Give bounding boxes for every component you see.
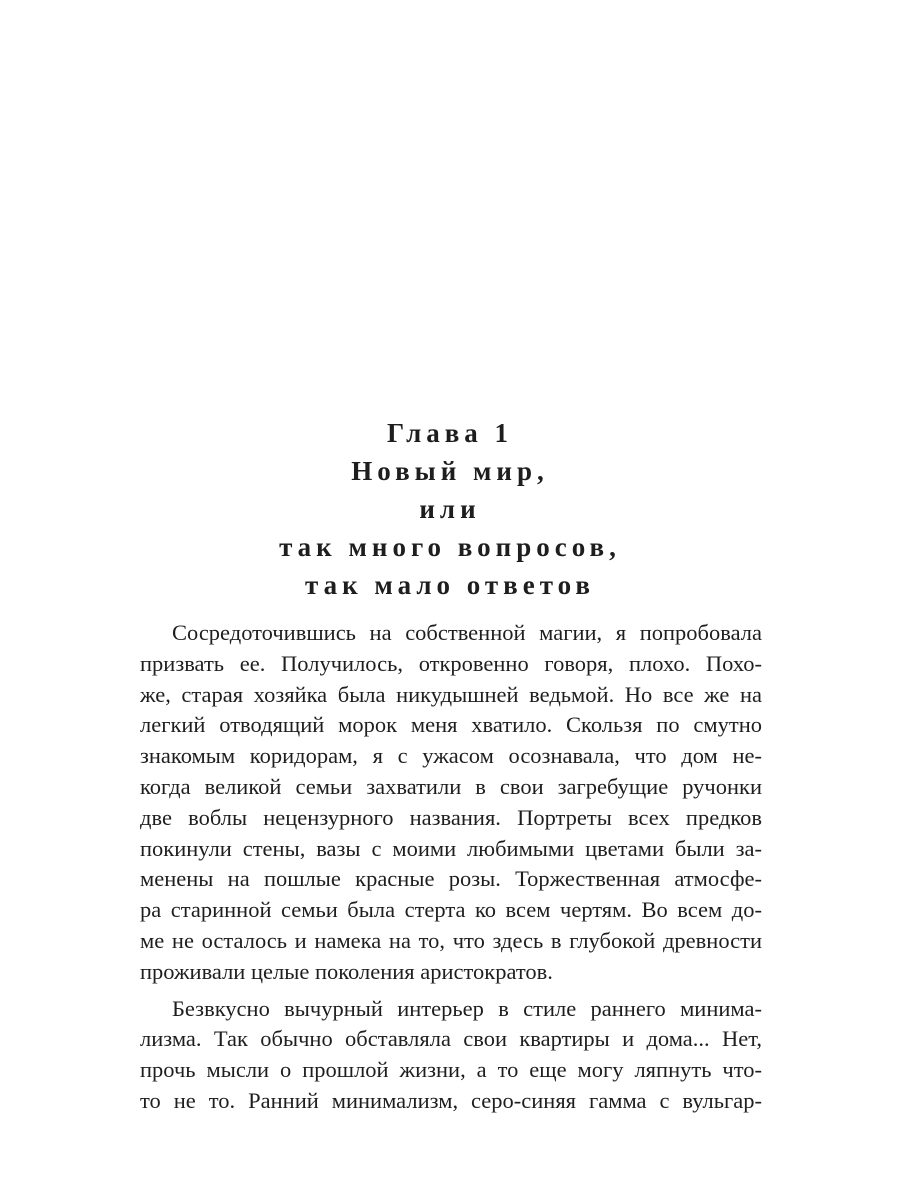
text-line: Сосредоточившись на собственной магии, я попробовала: [172, 620, 762, 645]
chapter-body: [140, 618, 762, 1123]
text-line: менены на пошлые красные розы. Торжественная атмосфе-: [140, 866, 762, 892]
chapter-heading: [0, 414, 900, 604]
text-line: ме не осталось и намека на то, что здесь в глубокой древности: [140, 927, 762, 953]
chapter-number: Глава 1: [386, 418, 514, 448]
text-line: то не то. Ранний минимализм, серо-синяя гамма с вульгар-: [140, 1087, 762, 1113]
chapter-title-line-3: так много вопросов,: [279, 532, 621, 562]
text-line: проживали целые поколения аристократов.: [140, 958, 553, 984]
text-line: же, старая хозяйка была никудышней ведьмой. Но все же на: [140, 681, 762, 707]
chapter-title-line-2: или: [419, 494, 481, 524]
text-line: призвать ее. Получилось, откровенно говоря, плохо. Похо-: [140, 650, 762, 676]
text-line: покинули стены, вазы с моими любимыми цветами были за-: [140, 835, 762, 861]
text-line: две воблы нецензурного названия. Портреты всех предков: [140, 804, 762, 830]
text-line: легкий отводящий морок меня хватило. Скользя по смутно: [140, 712, 762, 738]
text-line: Безвкусно вычурный интерьер в стиле раннего минима-: [172, 995, 762, 1021]
chapter-title-line-1: Новый мир,: [351, 456, 549, 486]
text-line: когда великой семьи захватили в свои загребущие ручонки: [140, 773, 762, 799]
text-line: ра старинной семьи была стерта ко всем чертям. Во всем до-: [140, 897, 762, 923]
paragraph-2: [140, 994, 762, 1117]
text-line: лизма. Так обычно обставляла свои квартиры и дома... Нет,: [140, 1026, 762, 1052]
text-line: прочь мысли о прошлой жизни, а то еще могу ляпнуть что-: [140, 1057, 762, 1083]
paragraph-1: [140, 618, 762, 988]
text-line: знакомым коридорам, я с ужасом осознавала, что дом не-: [140, 743, 762, 769]
chapter-title-line-4: так мало ответов: [304, 570, 596, 600]
